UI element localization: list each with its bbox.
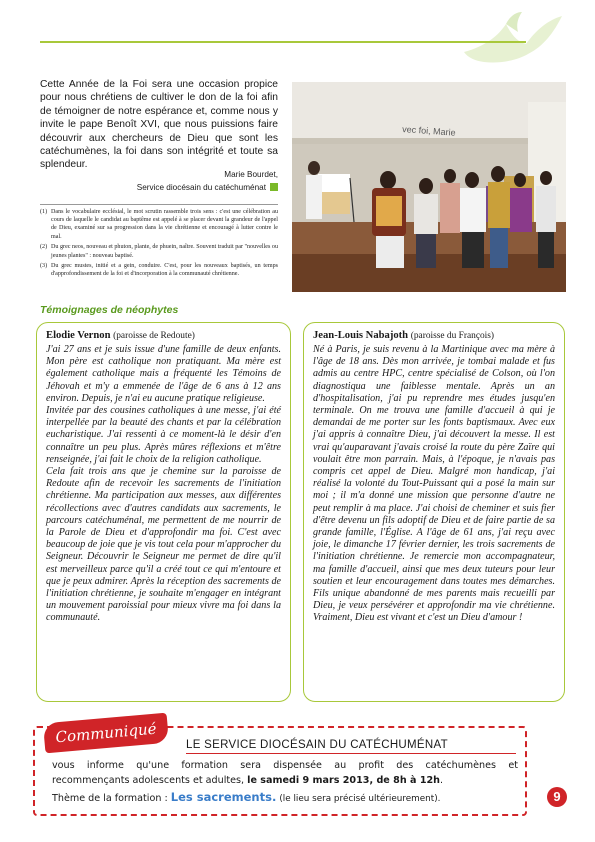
footnote	[40, 208, 278, 241]
testimony-header	[313, 329, 555, 343]
testimony-header	[46, 329, 281, 343]
testimony-body	[46, 344, 281, 625]
footnote	[40, 243, 278, 259]
author-role: Service diocésain du catéchuménat	[136, 183, 266, 192]
footnote-text: Dans le vocabulaire ecclésial, le mot scrutin rassemble trois sens : c'est une célébration au cours de laquelle le candidat au baptême est appelé à se placer devant la grandeur de l'appel de Dieu, examiné sur sa progression dans la vie chrétienne et encouragé à lutter contre le mal.	[51, 209, 278, 240]
communique-line: vous informe qu'une formation sera dispensée au profit des catéchumènes et	[52, 760, 518, 771]
testimony-card	[303, 322, 565, 702]
page-number: 9	[547, 787, 567, 807]
testimony-paragraph: Invitée par des cousines catholiques à une messe, j'ai été interpellée par la beauté des chants et par la célébration eucharistique. J'ai ressenti à ce moment-là le désir d'en connaître un peu plus. Après mûres réflexions et m'être renseignée, j'ai fait le choix de la religion catholique.	[46, 405, 281, 465]
communique-title-rule	[186, 753, 516, 754]
author-role-line	[40, 181, 278, 194]
theme-value: Les sacrements	[170, 790, 272, 804]
testimony-paragraph: J'ai 27 ans et je suis issue d'une famille de deux enfants. Mon père est catholique non pratiquant. Ma mère est également catholique mais a fréquenté les Témoins de Jéhovah et m'y a emmenée de l'âge de 6 ans à 12 ans environ. Depuis, je n'ai eu aucune pratique religieuse.	[46, 344, 281, 404]
communique-line	[52, 773, 518, 788]
dove-icon	[456, 6, 566, 70]
testimony-body	[313, 344, 555, 625]
communique-text	[52, 758, 518, 807]
testimony-name: Elodie Vernon	[46, 330, 111, 341]
footnotes	[40, 208, 278, 281]
testimony-paragraph: Né à Paris, je suis revenu à la Martinique avec ma mère à l'âge de 18 ans. Dès mon arrivée, je tombai malade et fus admis au centre HPC, centre spécialisé de Colson, où l'on diagnostiqua une faiblesse mentale. Après un an d'hospitalisation, j'ai pu reprendre mes études jusqu'en terminale. On me trouva une famille d'accueil à qui je demandai de me porter sur les fonts baptismaux. Avec eux j'ai appris à connaître Dieu, j'ai découvert la messe. Il est vrai qu'auparavant j'avais croisé la route du père Zaïre qui voulait être mon parrain. Mais, à l'époque, je n'avais pas compris cet appel de Dieu. Malgré mon handicap, j'ai réalisé la volonté du Tout-Puissant qui a posé la main sur moi ; il m'a donné une mission que personne d'autre ne peut remplir à ma place. J'ai choisi de cheminer et suis fier d'être devenu un fils adoptif de Dieu et de faire partie de sa grande famille, l'Église. A l'âge de 61 ans, j'ai reçu avec joie, le dimanche 17 février dernier, les trois sacrements de l'initiation chrétienne. Je remercie mon accompagnateur, ma famille d'accueil, ainsi que mes deux tuteurs pour leur soutien et leur encouragement dans toutes mes démarches. Fils unique abandonné de mes parents mais recueilli par Dieu, je veux persévérer et approfondir ma vie chrétienne. Vraiment, Dieu est vivant et c'est un Dieu d'amour !	[313, 344, 555, 624]
footnote-number: (2)	[40, 244, 48, 251]
section-title: Témoignages de néophytes	[40, 304, 179, 316]
footnote	[40, 262, 278, 278]
intro-paragraph: Cette Année de la Foi sera une occasion propice pour nous chrétiens de cultiver le don de la foi afin de témoigner de notre espérance et, comme nous y invite le pape Benoît XVI, que nous puissions faire découvrir aux chercheurs de Dieu que sont les catéchumènes, la foi dans son intégrité et toute sa splendeur.	[40, 79, 278, 171]
footnote-text: Du grec neos, nouveau et phuton, plante, de phuein, naître. Souvent traduit par "nouvelles ou jeunes plantes" : nouveau baptisé.	[51, 244, 278, 259]
footnote-number: (3)	[40, 263, 48, 270]
church-ceremony-photo	[292, 82, 566, 292]
testimony-card	[36, 322, 291, 702]
communique-line: Thème de la formation : Les sacrements. (le lieu sera précisé ultérieurement).	[52, 790, 441, 804]
top-rule	[40, 41, 526, 43]
footnote-divider	[40, 204, 278, 205]
signature	[40, 168, 278, 194]
banner-text: vec foi, Marie	[401, 124, 456, 138]
footnote-number: (1)	[40, 209, 48, 215]
testimony-parish: (paroisse de Redoute)	[113, 331, 195, 341]
testimony-parish: (paroisse du François)	[410, 331, 495, 341]
theme-note: (le lieu sera précisé ultérieurement).	[279, 794, 441, 804]
footnote-text: Du grec mustes, initié et a gein, conduire. C'est, pour les nouveaux baptisés, un temps d'approfondissement de la foi et d'incorporation à la communauté chrétienne.	[51, 263, 278, 278]
communique-date: le samedi 9 mars 2013, de 8h à 12h	[247, 775, 440, 786]
testimony-name: Jean-Louis Nabajoth	[313, 330, 409, 341]
author-name: Marie Bourdet,	[224, 170, 278, 179]
testimony-paragraph: Cela fait trois ans que je chemine sur la paroisse de Redoute afin de recevoir les sacrements de l'initiation chrétienne. Ma participation aux messes, aux différentes récollections avec d'autres candidats aux sacrements, le parcours catéchuménal, me permettent de me nourrir de la Parole de Dieu et d'approfondir ma foi. C'est avec beaucoup de joie que je vis tout cela pour m'approcher du Seigneur. Découvrir le Seigneur me permet de dire qu'il est merveilleux parce qu'il a créé tout ce qui m'entoure et que je peux admirer. Après la réception des sacrements de l'initiation chrétienne, je souhaite m'engager en intégrant un mouvement paroissial pour mieux vivre ma foi dans la communauté.	[46, 466, 282, 624]
theme-label: Thème de la formation :	[52, 793, 168, 804]
communique-audience: recommençants adolescents et adultes,	[52, 775, 245, 786]
communique-period: .	[440, 775, 444, 786]
green-square-icon	[270, 183, 278, 191]
communique-label: Communiqué	[43, 713, 169, 754]
communique-title: LE SERVICE DIOCÉSAIN DU CATÉCHUMÉNAT	[186, 739, 448, 751]
